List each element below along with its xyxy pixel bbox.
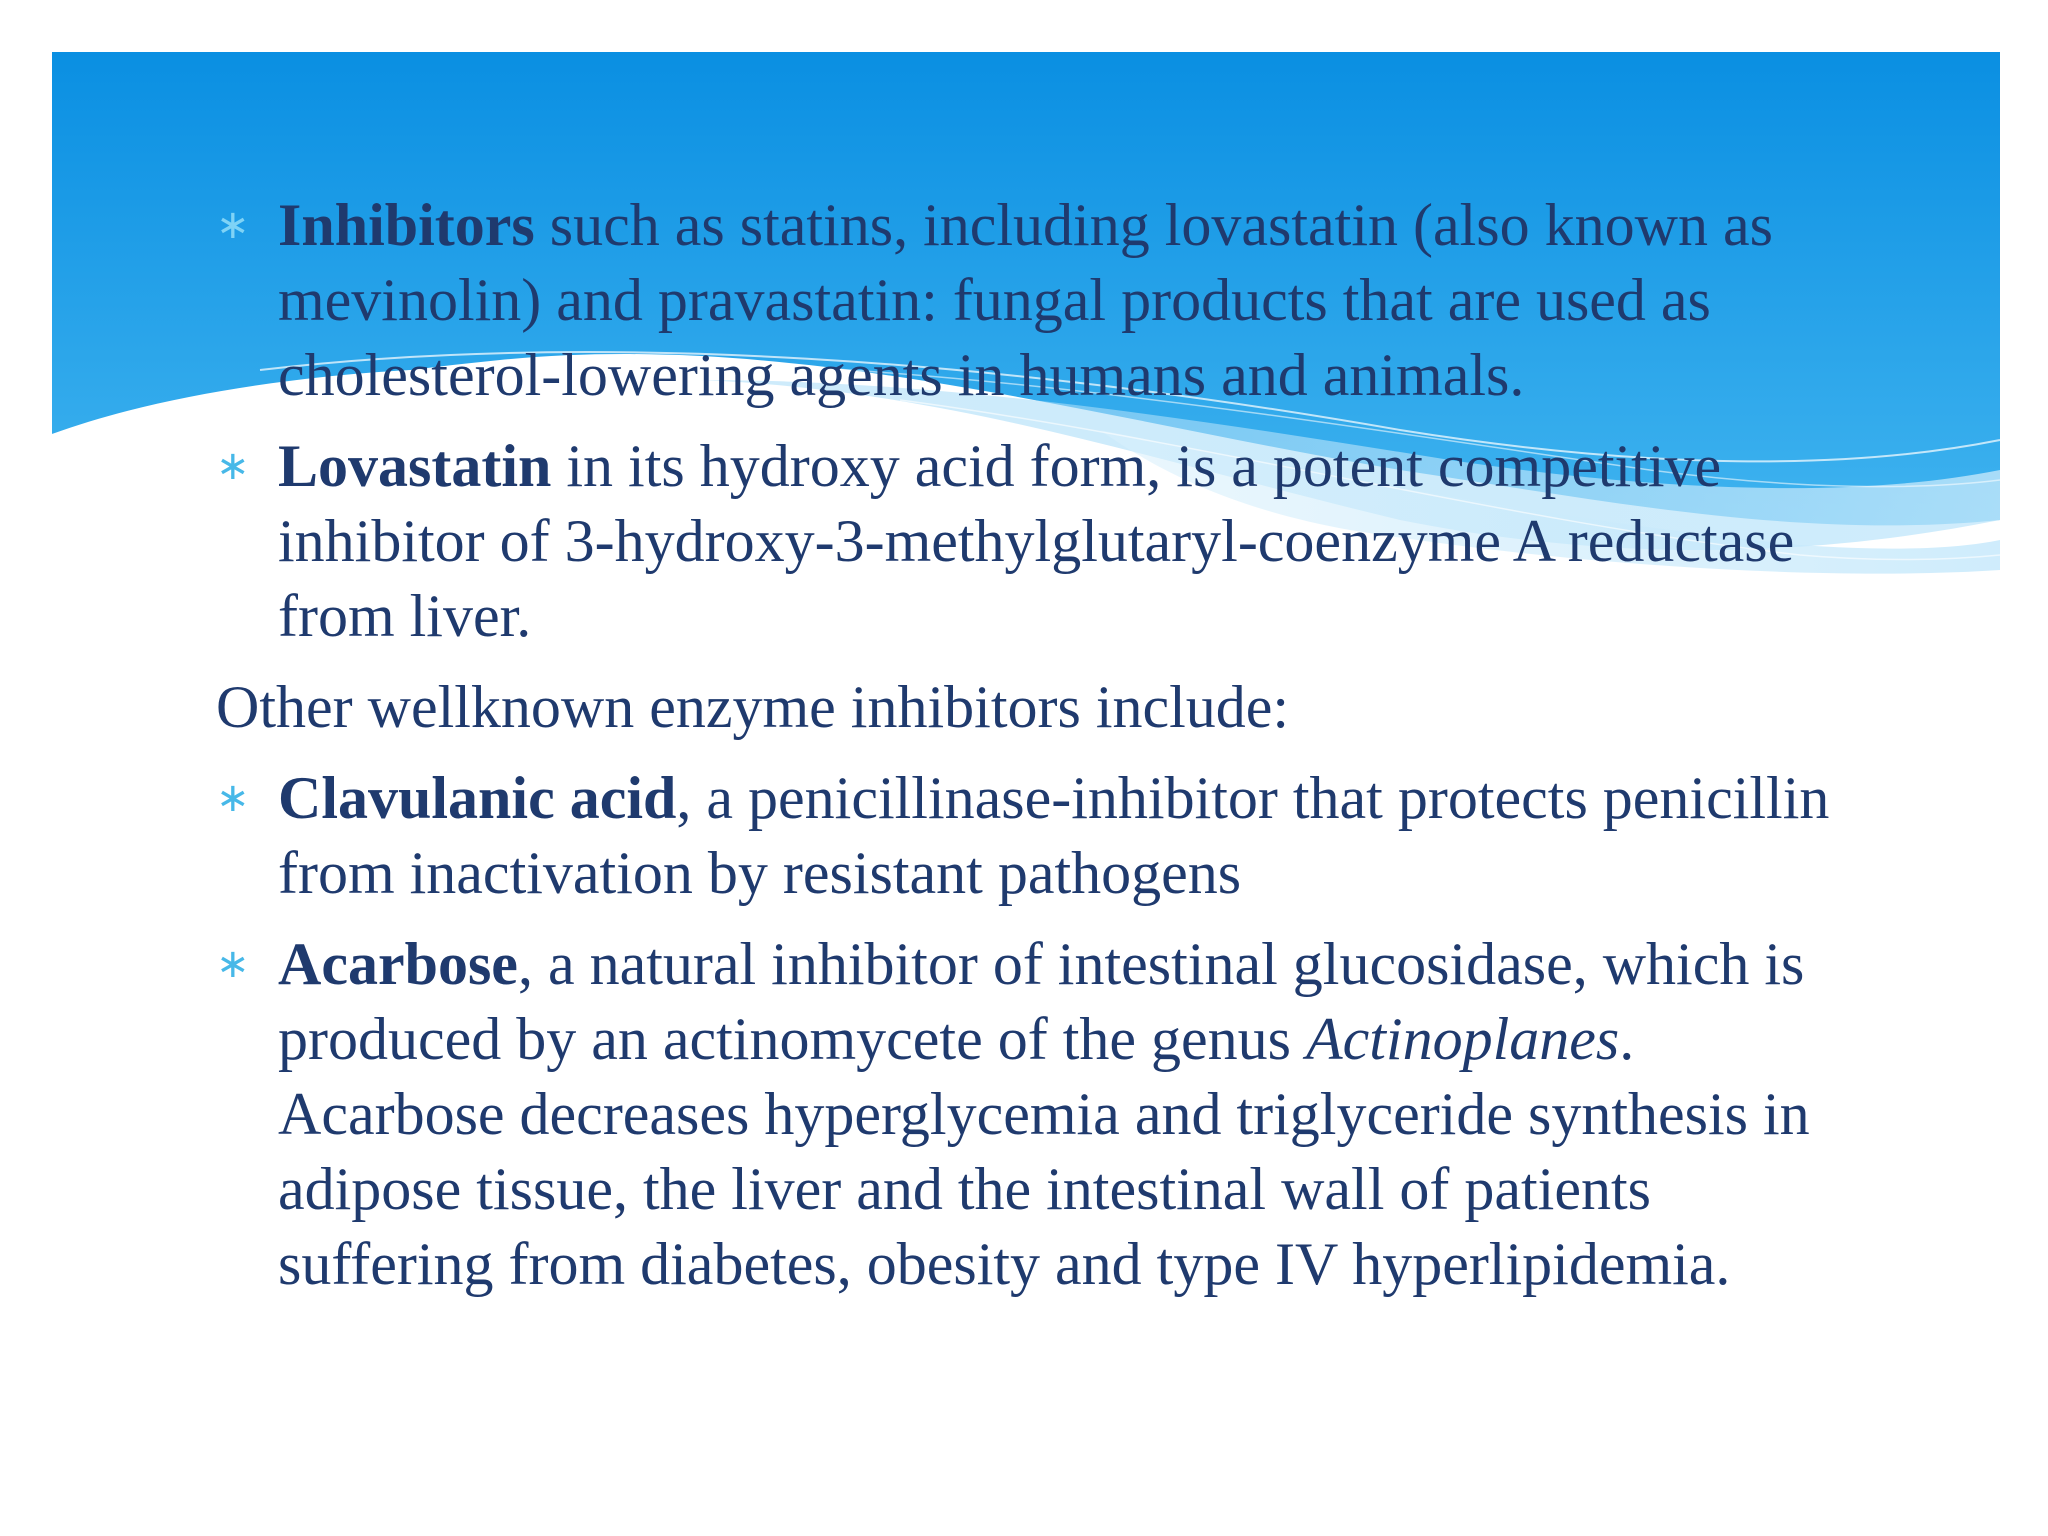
bullet-text: in its hydroxy acid form, is a potent competitive inhibitor of 3-hydroxy-3-methylglutaryl-coenzyme A reductase from liver.	[278, 433, 1795, 649]
genus-name: Actinoplanes	[1305, 1006, 1620, 1072]
bullet-term: Lovastatin	[278, 433, 552, 499]
bullet-term: Acarbose	[278, 931, 518, 997]
bullet-inhibitors	[216, 188, 1856, 413]
bullet-acarbose	[216, 927, 1856, 1302]
bullet-lovastatin	[216, 429, 1856, 654]
slide-body	[216, 188, 1856, 1318]
bullet-text: , a penicillinase-inhibitor that protects penicillin from inactivation by resistant pathogens	[278, 765, 1830, 906]
bullet-term: Inhibitors	[278, 192, 535, 258]
bullet-text: , a natural inhibitor of intestinal glucosidase, which is produced by an actinomycete of the genus	[278, 931, 1805, 1072]
bullet-clavulanic-acid	[216, 761, 1856, 911]
bullet-star-icon: ∗	[216, 443, 250, 489]
intro-line: Other wellknown enzyme inhibitors include:	[216, 674, 1290, 740]
bullet-star-icon: ∗	[216, 775, 250, 821]
bullet-star-icon: ∗	[216, 202, 250, 248]
bullet-text: such as statins, including lovastatin (also known as mevinolin) and pravastatin: fungal products that are used as cholesterol-lowering agents in humans and animals.	[278, 192, 1773, 408]
bullet-term: Clavulanic acid	[278, 765, 677, 831]
bullet-text-continued: . Acarbose decreases hyperglycemia and triglyceride synthesis in adipose tissue, the liver and the intestinal wall of patients suffering from diabetes, obesity and type IV hyperlipidemia.	[278, 1006, 1810, 1297]
bullet-star-icon: ∗	[216, 941, 250, 987]
